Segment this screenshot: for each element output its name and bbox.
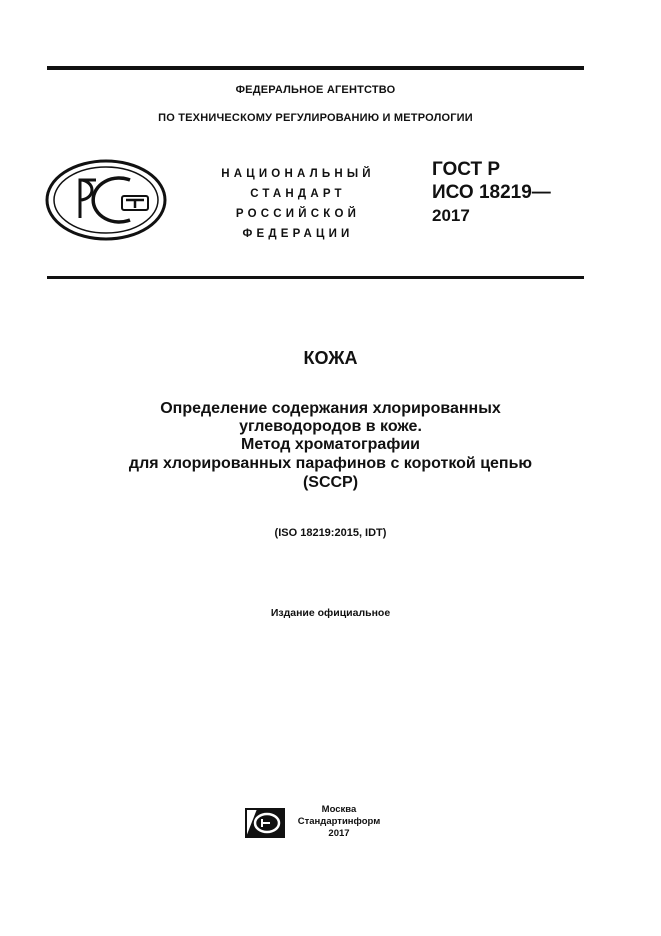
designation-line-3: 2017 <box>432 206 470 225</box>
standard-type-line-3: РОССИЙСКОЙ <box>235 208 361 220</box>
standard-type-line-1: НАЦИОНАЛЬНЫЙ <box>221 168 375 180</box>
publisher-name: Стандартинформ <box>297 816 381 827</box>
subtitle-line: (SCCP) <box>302 474 359 491</box>
subtitle-line: углеводородов в коже. <box>239 418 422 435</box>
agency-line-2: ПО ТЕХНИЧЕСКОМУ РЕГУЛИРОВАНИЮ И МЕТРОЛОГИИ <box>158 112 473 124</box>
publisher-year: 2017 <box>328 828 350 839</box>
edition-label: Издание официальное <box>270 607 391 619</box>
agency-line-1: ФЕДЕРАЛЬНОЕ АГЕНТСТВО <box>235 84 396 96</box>
designation-line-2: ИСО 18219— <box>432 182 551 203</box>
document-title: КОЖА <box>303 348 358 368</box>
subtitle-line: Метод хроматографии <box>241 436 420 453</box>
designation-line-1: ГОСТ Р <box>432 159 501 180</box>
standartinform-logo-icon <box>245 808 285 838</box>
rst-certification-emblem-icon <box>44 158 168 242</box>
top-rule <box>47 66 584 70</box>
subtitle-line: для хлорированных парафинов с короткой цепью <box>128 455 533 472</box>
publisher-city: Москва <box>321 804 357 815</box>
iso-reference: (ISO 18219:2015, IDT) <box>274 527 387 539</box>
subtitle-line: Определение содержания хлорированных <box>160 400 501 417</box>
standard-type-line-4: ФЕДЕРАЦИИ <box>242 228 354 240</box>
middle-rule <box>47 276 584 279</box>
standard-type-line-2: СТАНДАРТ <box>250 188 346 200</box>
